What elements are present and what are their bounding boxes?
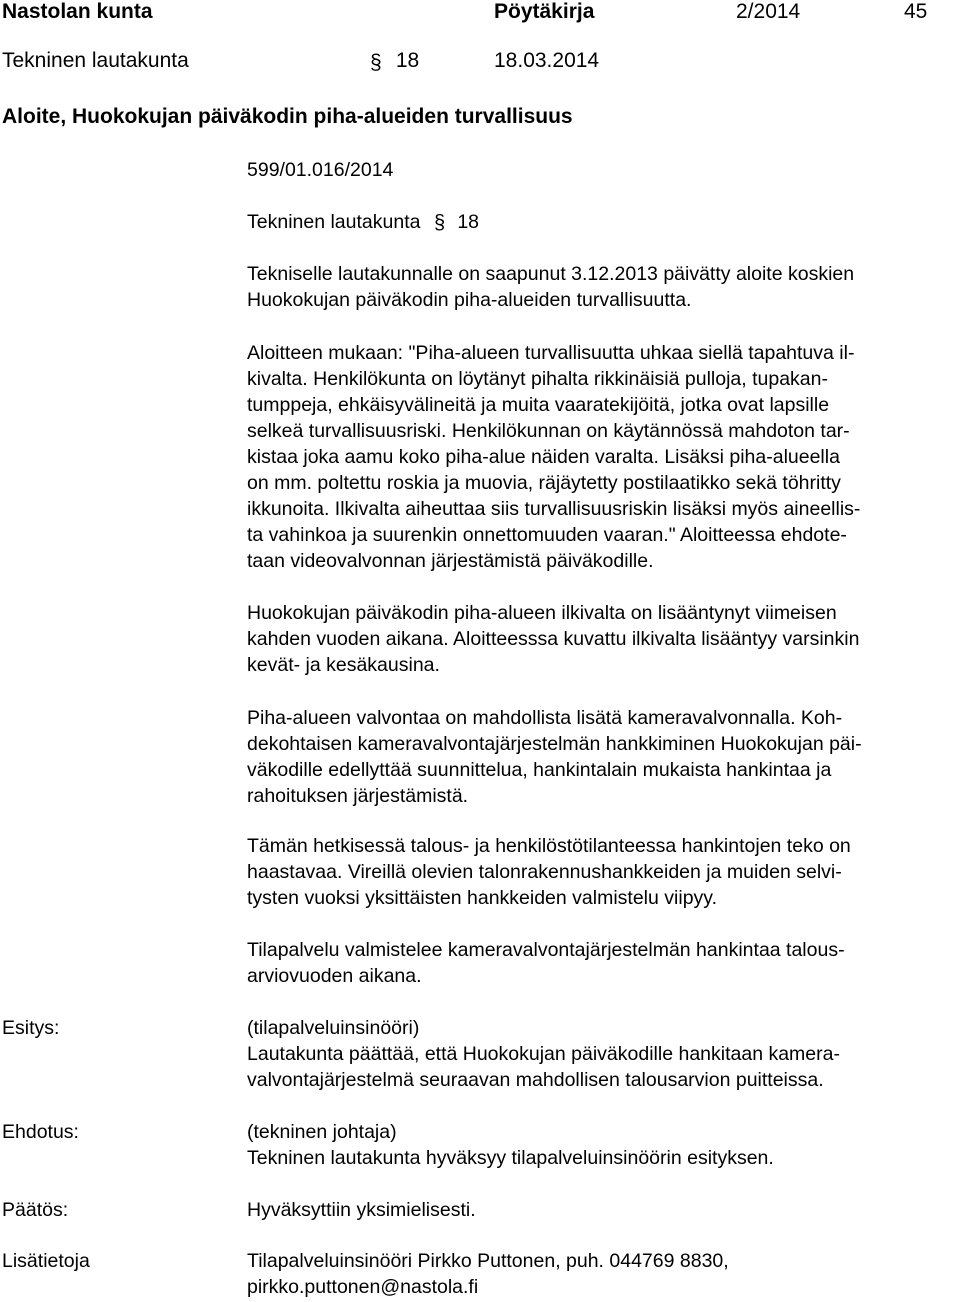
paragraph-line: Huokokujan päiväkodin piha-alueiden turvallisuutta. bbox=[247, 289, 692, 311]
paragraph-line: ta vahinkoa ja suurenkin onnettomuuden vaaran." Aloitteessa ehdote- bbox=[247, 524, 847, 546]
paragraph-line: kahden vuoden aikana. Aloitteesssa kuvattu ilkivalta lisääntyy varsinkin bbox=[247, 628, 860, 650]
paragraph-line: kistaa joka aamu koko piha-alue näiden varalta. Lisäksi piha-alueella bbox=[247, 446, 840, 468]
paragraph-budget bbox=[247, 833, 959, 911]
paragraph-line: Tekniselle lautakunnalle on saapunut 3.12.2013 päivätty aloite koskien bbox=[247, 263, 855, 285]
proposal-line: Lautakunta päättää, että Huokokujan päiväkodille hankitaan kamera- bbox=[247, 1043, 840, 1065]
document-type: Pöytäkirja bbox=[494, 0, 595, 23]
proposal-block bbox=[247, 1015, 959, 1093]
motion-text: Tekninen lautakunta hyväksyy tilapalveluinsinöörin esityksen. bbox=[247, 1147, 774, 1169]
paragraph-line: on mm. poltettu roskia ja muovia, räjäytetty postilaatikko sekä töhritty bbox=[247, 472, 841, 494]
case-number: 599/01.016/2014 bbox=[247, 159, 394, 181]
board-reference-section: 18 bbox=[457, 211, 480, 233]
paragraph-line: selkeä turvallisuusriski. Henkilökunnan on käytännössä mahdoton tar- bbox=[247, 420, 850, 442]
paragraph-line: arviovuoden aikana. bbox=[247, 965, 422, 987]
motion-label: Ehdotus: bbox=[2, 1121, 79, 1143]
proposal-presenter: (tilapalveluinsinööri) bbox=[247, 1017, 420, 1039]
paragraph-line: ikkunoita. Ilkivalta aiheuttaa siis turvallisuusriskin lisäksi myös aineellis- bbox=[247, 498, 861, 520]
meeting-date: 18.03.2014 bbox=[494, 49, 600, 72]
motion-block bbox=[247, 1119, 959, 1171]
motion-presenter: (tekninen johtaja) bbox=[247, 1121, 397, 1143]
paragraph-line: kivalta. Henkilökunta on löytänyt pihalta rikkinäisiä pulloja, tupakan- bbox=[247, 368, 828, 390]
proposal-label: Esitys: bbox=[2, 1017, 60, 1039]
section-number: 18 bbox=[395, 49, 420, 72]
paragraph-line: tumppeja, ehkäisyvälineitä ja muita vaaratekijöitä, jotka ovat lapsille bbox=[247, 394, 830, 416]
paragraph-line: väkodille edellyttää suunnittelua, hankintalain mukaista hankintaa ja bbox=[247, 759, 832, 781]
section-sign-icon bbox=[370, 49, 384, 75]
decision-label: Päätös: bbox=[2, 1199, 69, 1221]
proposal-line: valvontajärjestelmä seuraavan mahdollisen talousarvion puitteissa. bbox=[247, 1069, 824, 1091]
page-number: 45 bbox=[904, 0, 928, 23]
paragraph-vandalism bbox=[247, 600, 959, 678]
contact-email[interactable]: pirkko.puttonen@nastola.fi bbox=[247, 1276, 479, 1298]
paragraph-line: tysten vuoksi yksittäisten hankkeiden valmistelu viipyy. bbox=[247, 887, 718, 909]
section-reference bbox=[370, 49, 419, 75]
paragraph-quote bbox=[247, 340, 959, 574]
paragraph-line: taan videovalvonnan järjestämistä päiväkodille. bbox=[247, 550, 654, 572]
page-title: Aloite, Huokokujan päiväkodin piha-alueiden turvallisuus bbox=[2, 105, 573, 128]
paragraph-line: Tämän hetkisessä talous- ja henkilöstötilanteessa hankintojen teko on bbox=[247, 835, 851, 857]
paragraph-camera bbox=[247, 705, 959, 809]
decision-text: Hyväksyttiin yksimielisesti. bbox=[247, 1199, 476, 1221]
paragraph-initiative bbox=[247, 261, 959, 313]
paragraph-line: Aloitteen mukaan: "Piha-alueen turvallisuutta uhkaa siellä tapahtuva il- bbox=[247, 342, 855, 364]
more-info-block bbox=[247, 1248, 959, 1300]
board-name: Tekninen lautakunta bbox=[2, 49, 189, 72]
svg-text:§: § bbox=[433, 212, 446, 234]
paragraph-line: Huokokujan päiväkodin piha-alueen ilkivalta on lisääntynyt viimeisen bbox=[247, 602, 837, 624]
section-sign-icon bbox=[434, 209, 448, 235]
paragraph-line: Tilapalvelu valmistelee kameravalvontajärjestelmän hankintaa talous- bbox=[247, 939, 845, 961]
paragraph-line: haastavaa. Vireillä olevien talonrakennushankkeiden ja muiden selvi- bbox=[247, 861, 842, 883]
paragraph-line: rahoituksen järjestämistä. bbox=[247, 785, 469, 807]
contact-person: Tilapalveluinsinööri Pirkko Puttonen, puh. 044769 8830, bbox=[247, 1250, 729, 1272]
board-reference-name: Tekninen lautakunta bbox=[247, 211, 421, 233]
municipality-name: Nastolan kunta bbox=[2, 0, 153, 23]
svg-text:§: § bbox=[370, 51, 382, 74]
board-reference bbox=[247, 209, 479, 235]
paragraph-line: dekohtaisen kameravalvontajärjestelmän hankkiminen Huokokujan päi- bbox=[247, 733, 862, 755]
paragraph-preparation bbox=[247, 937, 959, 989]
more-info-label: Lisätietoja bbox=[2, 1250, 90, 1272]
document-number: 2/2014 bbox=[736, 0, 801, 23]
paragraph-line: kevät- ja kesäkausina. bbox=[247, 654, 440, 676]
paragraph-line: Piha-alueen valvontaa on mahdollista lisätä kameravalvonnalla. Koh- bbox=[247, 707, 843, 729]
